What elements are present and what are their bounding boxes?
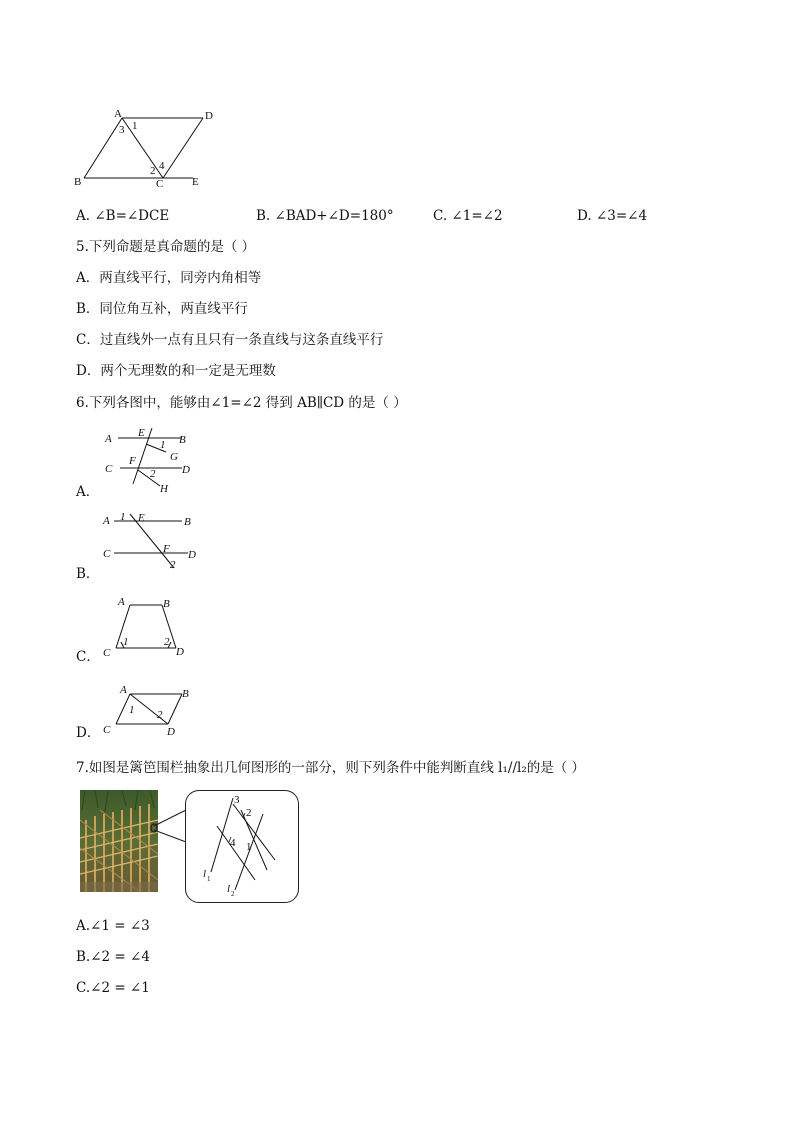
q6c-label-C: C [103,647,111,659]
q6b-label-B: B [184,516,191,528]
q7-line-l1: l [203,868,207,880]
q6a-label-H: H [160,483,168,495]
q6a-label-E: E [138,427,145,439]
q6d-label-B: B [182,688,189,700]
q4-label-B: B [74,176,82,188]
q6b-label-D: D [188,549,196,561]
q6-figure-a [100,424,210,496]
q6b-label-E: E [138,512,145,524]
q4-label-A: A [114,108,122,120]
q6a-label-A: A [105,433,112,445]
q6b-angle-2: 2 [170,559,176,571]
q4-angle-2: 2 [150,165,156,177]
q7-line-l2-sub: 2 [231,890,235,898]
q5-option-c: C．过直线外一点有且只有一条直线与这条直线平行 [76,332,384,348]
q6a-label-G: G [170,451,178,463]
q6a-label-F: F [129,455,136,467]
q6c-angle-2: 2 [164,636,170,648]
q6-option-a-letter: A． [76,484,100,500]
q6a-label-D: D [182,464,190,476]
q4-option-a: A. ∠B=∠DCE [76,208,170,224]
q5-stem: 5.下列命题是真命题的是（ ） [76,239,256,255]
q6-figure-c [100,592,200,660]
q6d-angle-1: 1 [129,704,135,716]
q5-option-d: D．两个无理数的和一定是无理数 [76,363,276,379]
q6c-label-B: B [163,598,170,610]
q7-fence-diagram [185,790,298,902]
q6a-angle-1: 1 [160,439,166,451]
q4-angle-1: 1 [132,120,138,132]
q4-option-c: C. ∠1=∠2 [433,208,503,224]
q6b-angle-1: 1 [120,511,126,523]
q7-option-b: B.∠2 = ∠4 [76,949,150,965]
q7-option-c: C.∠2 = ∠1 [76,980,150,996]
q4-label-E: E [192,176,199,188]
q6b-label-A: A [103,515,110,527]
q6d-label-C: C [103,724,111,736]
q6-stem: 6.下列各图中，能够由∠1=∠2 得到 AB∥CD 的是（ ） [76,395,407,411]
q4-parallelogram-figure [70,105,230,190]
q6d-angle-2: 2 [157,709,163,721]
q7-stem: 7.如图是篱笆围栏抽象出几何图形的一部分，则下列条件中能判断直线 l₁//l₂的是（ ） [76,760,586,776]
q6d-label-A: A [120,684,127,696]
q4-label-C: C [156,178,164,190]
q7-angle-4: 4 [230,837,236,849]
q7-angle-3: 3 [234,794,240,806]
q7-line-l2: l [227,883,231,895]
q6d-label-D: D [167,726,175,738]
q7-angle-1: 1 [246,841,252,853]
q6-option-d-letter: D． [76,725,101,741]
q6a-label-B: B [179,434,186,446]
q4-label-D: D [205,110,213,122]
q4-option-d: D. ∠3=∠4 [577,208,648,224]
q7-option-a: A.∠1 = ∠3 [76,918,150,934]
q6-figure-b [100,508,210,572]
q6b-label-C: C [103,548,111,560]
q6a-angle-2: 2 [150,468,156,480]
q5-option-b: B．同位角互补，两直线平行 [76,301,248,317]
q6-option-c-letter: C． [76,649,100,665]
q6-figure-d [100,680,200,740]
q6c-label-A: A [118,596,125,608]
q4-angle-3: 3 [119,124,125,136]
q6c-angle-1: 1 [123,636,129,648]
q4-option-b: B. ∠BAD+∠D=180° [256,208,394,224]
q4-angle-4: 4 [159,160,165,172]
fence-photo [80,790,158,892]
q6-option-b-letter: B． [76,566,100,582]
q7-line-l1-sub: 1 [207,875,211,883]
q6c-label-D: D [176,646,184,658]
q6b-label-F: F [163,543,170,555]
q6a-label-C: C [105,463,113,475]
q5-option-a: A．两直线平行，同旁内角相等 [76,270,262,286]
q7-angle-2: 2 [246,807,252,819]
